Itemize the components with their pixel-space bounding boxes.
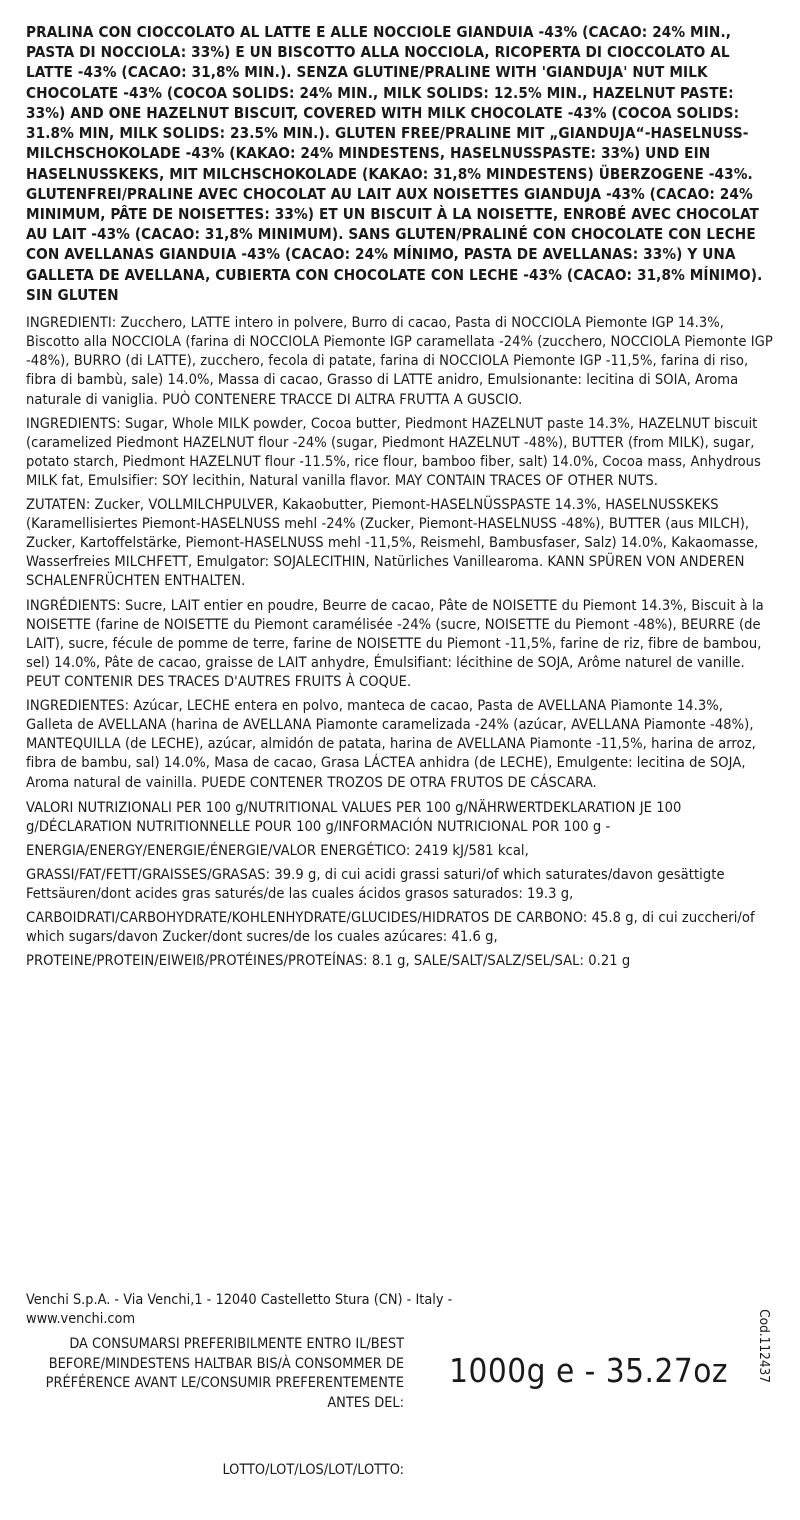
nutrition-protein-salt: PROTEINE/PROTEIN/EIWEIß/PROTÉINES/PROTEÍNAS: 8.1 g, SALE/SALT/SALZ/SEL/SAL: 0.21 g: [26, 952, 631, 970]
nutrition-fat: GRASSI/FAT/FETT/GRAISSES/GRASAS: 39.9 g, di cui acidi grassi saturi/of which saturates/davon gesättigte Fettsäuren/dont acides gras saturés/de las cuales ácidos grasos saturados: 19.3 g,: [26, 866, 725, 903]
ingredients-french: INGRÉDIENTS: Sucre, LAIT entier en poudre, Beurre de cacao, Pâte de NOISETTE du Piemont 14.3%, Biscuit à la NOISETTE (farine de NOISETTE du Piemont caramélisée -24% (sucre, NOISETTE du Piemont -48%), BEURRE (de LAIT), sucre, fécule de pomme de terre, farine de NOISETTE du Piemont -11,5%, farine de riz, fibre de bambou, sel) 14.0%, Pâte de cacao, graisse de LAIT anhydre, Émulsifiant: lécithine de SOJA, Arôme naturel de vanille. PEUT CONTENIR DES TRACES D'AUTRES FRUITS À COQUE.: [26, 596, 764, 691]
best-before-text: DA CONSUMARSI PREFERIBILMENTE ENTRO IL/BEST BEFORE/MINDESTENS HALTBAR BIS/À CONSOMMER DE PRÉFÉRENCE AVANT LE/CONSUMIR PREFERENTEMENTE ANTES DEL:: [45, 1336, 404, 1411]
nutrition-energy: ENERGIA/ENERGY/ENERGIE/ÉNERGIE/VALOR ENERGÉTICO: 2419 kJ/581 kcal,: [26, 841, 529, 859]
company-address: Venchi S.p.A. - Via Venchi,1 - 12040 Castelletto Stura (CN) - Italy - www.venchi.com: [26, 1292, 453, 1328]
net-weight: 1000g e - 35.27oz: [449, 1351, 728, 1390]
nutrition-heading: VALORI NUTRIZIONALI PER 100 g/NUTRITIONAL VALUES PER 100 g/NÄHRWERTDEKLARATION JE 100 g/DÉCLARATION NUTRITIONNELLE POUR 100 g/INFORMACIÓN NUTRICIONAL POR 100 g -: [26, 798, 682, 835]
ingredients-section: [26, 313, 774, 792]
ingredients-spanish: INGREDIENTES: Azúcar, LECHE entera en polvo, manteca de cacao, Pasta de AVELLANA Piamonte 14.3%, Galleta de AVELLANA (harina de AVELLANA Piamonte caramelizada -24% (azúcar, AVELLANA Piamonte -48%), MANTEQUILLA (de LECHE), azúcar, almidón de patata, harina de AVELLANA Piamonte -11,5%, harina de arroz, fibra de bambu, sal) 14.0%, Masa de cacao, Grasa LÁCTEA anhidra (de LECHE), Emulgente: lecitina de SOJA, Aroma natural de vainilla. PUEDE CONTENER TROZOS DE OTRA FRUTOS DE CÁSCARA.: [26, 697, 756, 791]
nutrition-section: [26, 798, 774, 971]
label-footer: [26, 1291, 774, 1506]
product-code: Cod.112437: [756, 1309, 772, 1383]
ingredients-german: ZUTATEN: Zucker, VOLLMILCHPULVER, Kakaobutter, Piemont-HASELNÜSSPASTE 14.3%, HASELNUSSKEKS (Karamellisiertes Piemont-HASELNUSS mehl -24% (Zucker, Piemont-HASELNUSS -48%), BUTTER (aus MILCH), Zucker, Kartoffelstärke, Piemont-HASELNUSS mehl -11,5%, Reismehl, Bambusfaser, Salz) 14.0%, Kakaomasse, Wasserfreies MILCHFETT, Emulgator: SOJALECITHIN, Natürliches Vanillearoma. KANN SPÜREN VON ANDEREN SCHALENFRÜCHTEN ENTHALTEN.: [26, 496, 759, 590]
ingredients-italian: INGREDIENTI: Zucchero, LATTE intero in polvere, Burro di cacao, Pasta di NOCCIOLA Piemonte IGP 14.3%, Biscotto alla NOCCIOLA (farina di NOCCIOLA Piemonte IGP caramellata -24% (zucchero, NOCCIOLA Piemonte IGP -48%), BURRO (di LATTE), zucchero, fecola di patate, farina di NOCCIOLA Piemonte IGP -11,5%, farina di riso, fibra di bambù, sale) 14.0%, Massa di cacao, Grasso di LATTE anidro, Emulsionante: lecitina di SOIA, Aroma naturale di vaniglia. PUÒ CONTENERE TRACCE DI ALTRA FRUTTA A GUSCIO.: [26, 314, 773, 408]
nutrition-carbohydrate: CARBOIDRATI/CARBOHYDRATE/KOHLENHYDRATE/GLUCIDES/HIDRATOS DE CARBONO: 45.8 g, di cui zuccheri/of which sugars/davon Zucker/dont sucres/de los cuales azúcares: 41.6 g,: [26, 909, 755, 946]
product-declaration: PRALINA CON CIOCCOLATO AL LATTE E ALLE NOCCIOLE GIANDUIA -43% (CACAO: 24% MIN., PASTA DI NOCCIOLA: 33%) E UN BISCOTTO ALLA NOCCIOLA, RICOPERTA DI CIOCCOLATO AL LATTE -43% (CACAO: 31,8% MIN.). SENZA GLUTINE/PRALINE WITH 'GIANDUJA' NUT MILK CHOCOLATE -43% (COCOA SOLIDS: 24% MIN., MILK SOLIDS: 12.5% MIN., HAZELNUT PASTE: 33%) AND ONE HAZELNUT BISCUIT, COVERED WITH MILK CHOCOLATE -43% (COCOA SOLIDS: 31.8% MIN, MILK SOLIDS: 23.5% MIN.). GLUTEN FREE/PRALINE MIT „GIANDUJA“-HASELNUSS-MILCHSCHOKOLADE -43% (KAKAO: 24% MINDESTENS, HASELNUSSPASTE: 33%) UND EIN HASELNUSSKEKS, MIT MILCHSCHOKOLADE (KAKAO: 31,8% MINDESTENS) ÜBERZOGENE -43%. GLUTENFREI/PRALINE AVEC CHOCOLAT AU LAIT AUX NOISETTES GIANDUJA -43% (CACAO: 24% MINIMUM, PÂTE DE NOISETTES: 33%) ET UN BISCUIT À LA NOISETTE, ENROBÉ AVEC CHOCOLAT AU LAIT -43% (CACAO: 31,8% MINIMUM). SANS GLUTEN/PRALINÉ CON CHOCOLATE CON LECHE CON AVELLANAS GIANDUIA -43% (CACAO: 24% MÍNIMO, PASTA DE AVELLANAS: 33%) Y UNA GALLETA DE AVELLANA, CUBIERTA CON CHOCOLATE CON LECHE -43% (CACAO: 31,8% MÍNIMO). SIN GLUTEN: [26, 23, 763, 304]
ingredients-english: INGREDIENTS: Sugar, Whole MILK powder, Cocoa butter, Piedmont HAZELNUT paste 14.3%, HAZELNUT biscuit (caramelized Piedmont HAZELNUT flour -24% (sugar, Piedmont HAZELNUT -48%), BUTTER (from MILK), sugar, potato starch, Piedmont HAZELNUT flour -11.5%, rice flour, bamboo fiber, salt) 14.0%, Cocoa mass, Anhydrous MILK fat, Emulsifier: SOY lecithin, Natural vanilla flavor. MAY CONTAIN TRACES OF OTHER NUTS.: [26, 414, 761, 489]
lot-text: LOTTO/LOT/LOS/LOT/LOTTO:: [222, 1462, 404, 1478]
